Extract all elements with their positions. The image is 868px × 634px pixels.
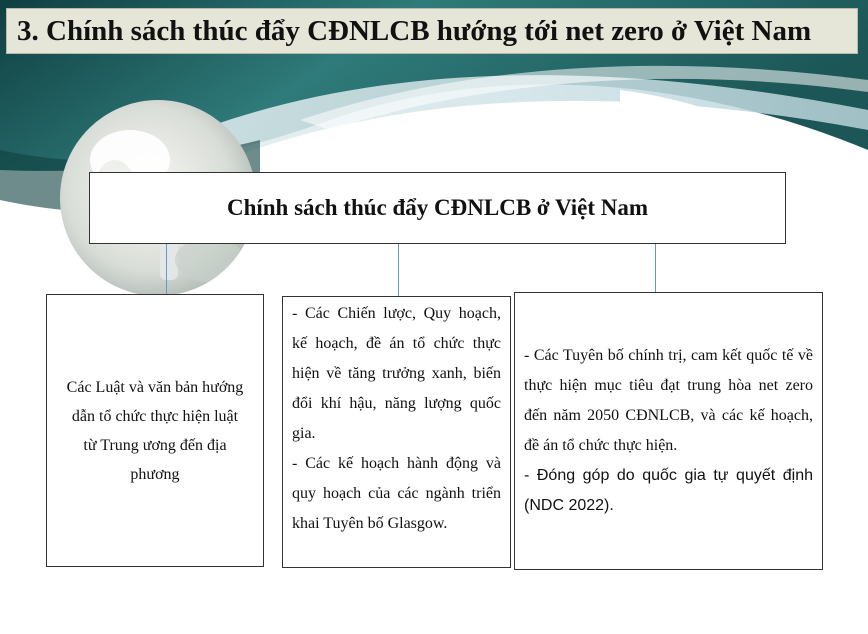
root-node — [89, 172, 786, 244]
child-node-strategies-item-2: - Các kế hoạch hành động và quy hoạch của các ngành triển khai Tuyên bố Glasgow. — [292, 455, 501, 532]
child-node-strategies-item-1: - Các Chiến lược, Quy hoạch, kế hoạch, đề án tổ chức thực hiện về tăng trưởng xanh, biến đổi khí hậu, năng lượng quốc gia. — [292, 305, 501, 442]
child-node-commitments — [514, 292, 823, 570]
connector-left — [166, 244, 167, 294]
child-node-laws — [46, 294, 264, 567]
connector-right — [655, 244, 656, 292]
child-node-laws-text: Các Luật và văn bản hướng dẫn tổ chức thực hiện luật từ Trung ương đến địa phương — [66, 378, 244, 483]
child-node-commitments-item-2: - Đóng góp do quốc gia tự quyết định (NDC 2022). — [524, 467, 813, 514]
connector-middle — [398, 244, 399, 296]
slide-title: 3. Chính sách thúc đẩy CĐNLCB hướng tới net zero ở Việt Nam — [17, 14, 812, 47]
slide-title-bar — [6, 8, 858, 54]
child-node-strategies — [282, 296, 511, 568]
root-node-label: Chính sách thúc đẩy CĐNLCB ở Việt Nam — [226, 195, 649, 220]
child-node-commitments-item-1: - Các Tuyên bố chính trị, cam kết quốc tế về thực hiện mục tiêu đạt trung hòa net zero đến năm 2050 CĐNLCB, và các kế hoạch, đề án tổ chức thực hiện. — [524, 347, 813, 454]
